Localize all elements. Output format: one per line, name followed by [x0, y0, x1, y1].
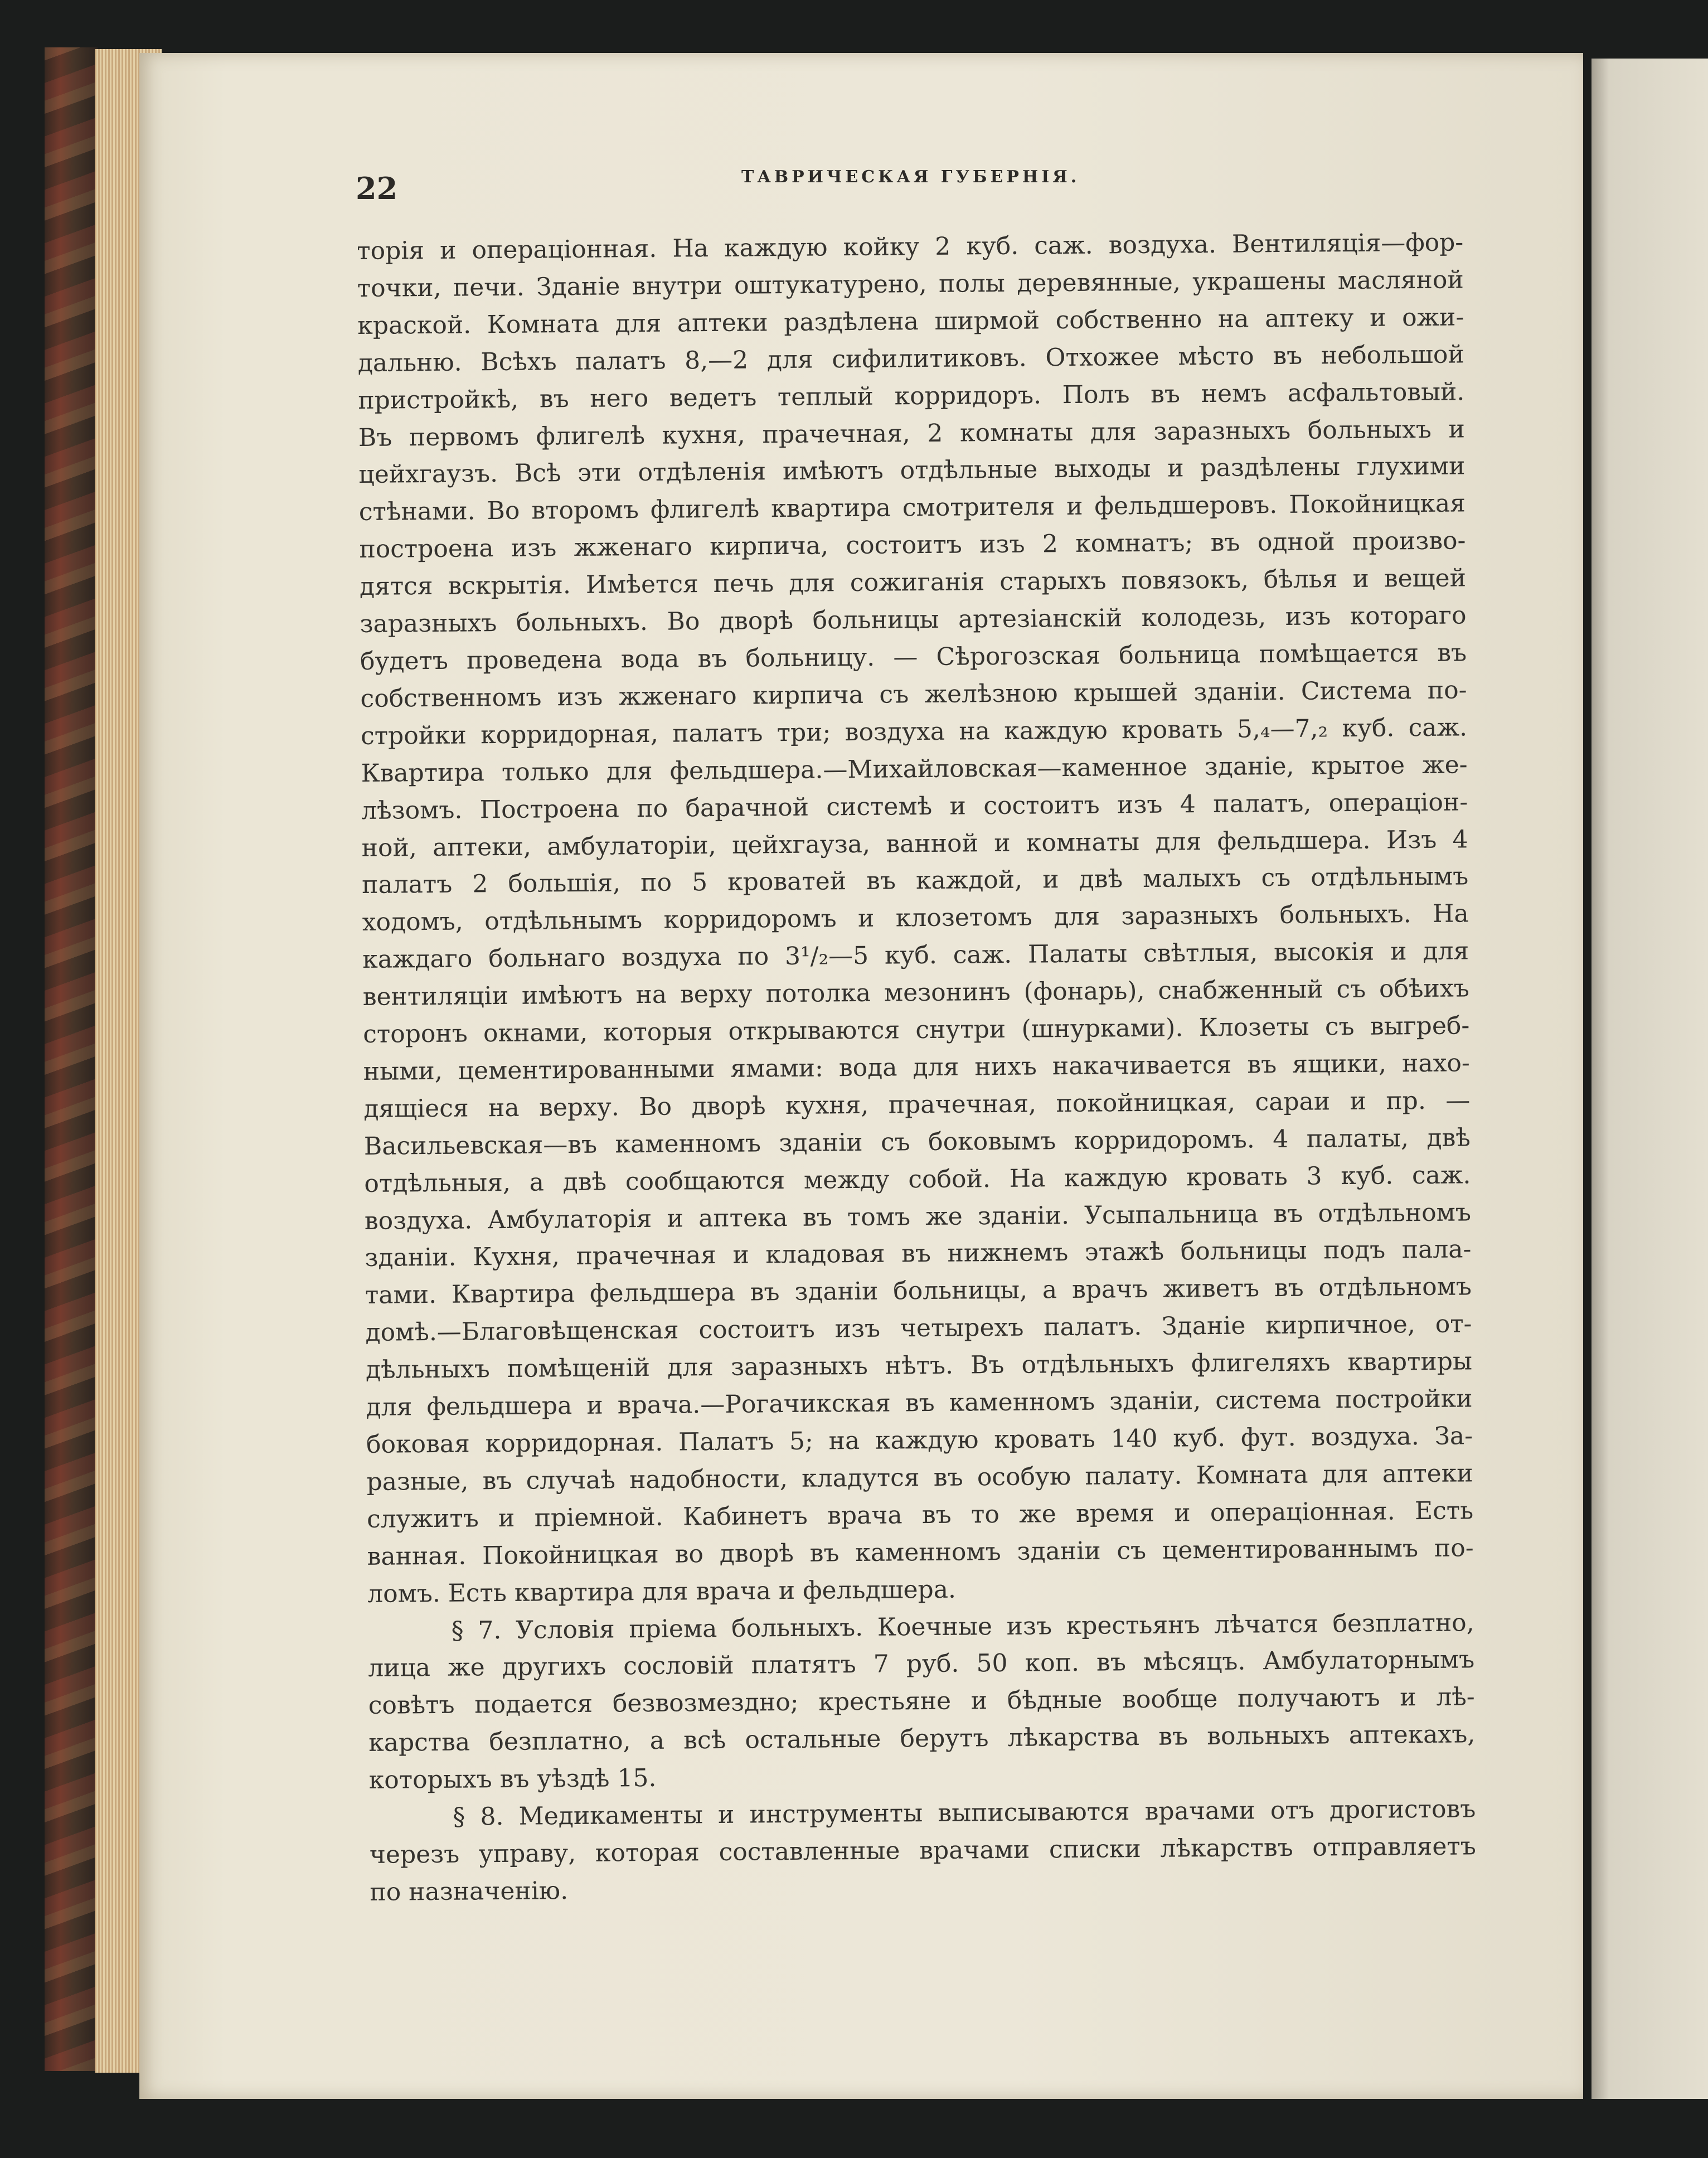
paragraph-3 [369, 1791, 1477, 1911]
body-text [357, 224, 1477, 1911]
text-line: дѣльныхъ помѣщеній для заразныхъ нѣтъ. Въ отдѣльныхъ флигеляхъ квартиры [365, 1347, 1473, 1385]
text-line: Васильевская—въ каменномъ зданіи съ боковымъ корридоромъ. 4 палаты, двѣ [363, 1123, 1471, 1161]
text-line: ломъ. Есть квартира для врача и фельдшера. [367, 1575, 957, 1608]
paragraph-1 [357, 224, 1474, 1613]
text-line: для фельдшера и врача.—Рогачикская въ каменномъ зданіи, система постройки [366, 1384, 1473, 1422]
text-line: ванная. Покойницкая во дворѣ въ каменномъ зданіи съ цементированнымъ по- [367, 1534, 1474, 1571]
text-line: палатъ 2 большія, по 5 кроватей въ каждой, и двѣ малыхъ съ отдѣльнымъ [361, 862, 1469, 900]
text-line: ной, аптеки, амбулаторіи, цейхгауза, ванной и комнаты для фельдшера. Изъ 4 [361, 825, 1468, 862]
text-line: вентиляціи имѣютъ на верху потолка мезонинъ (фонарь), снабженный съ обѣихъ [362, 974, 1469, 1012]
text-line: карства безплатно, а всѣ остальные берутъ лѣкарства въ вольныхъ аптекахъ, [368, 1720, 1476, 1758]
text-line: тами. Квартира фельдшера въ зданіи больницы, а врачъ живетъ въ отдѣльномъ [365, 1272, 1472, 1310]
text-line: зданіи. Кухня, прачечная и кладовая въ нижнемъ этажѣ больницы подъ пала- [365, 1235, 1472, 1273]
text-line: разные, въ случаѣ надобности, кладутся въ особую палату. Комната для аптеки [366, 1459, 1473, 1496]
text-line: дятся вскрытія. Имѣется печь для сожиганія старыхъ повязокъ, бѣлья и вещей [359, 564, 1467, 602]
text-line: каждаго больнаго воздуха по 3¹/₂—5 куб. саж. Палаты свѣтлыя, высокія и для [362, 937, 1469, 974]
text-line: § 8. Медикаменты и инструменты выписываются врачами отъ дрогистовъ [453, 1795, 1476, 1831]
text-line: Въ первомъ флигелѣ кухня, прачечная, 2 комнаты для заразныхъ больныхъ и [358, 414, 1466, 452]
text-line: точки, печи. Зданіе внутри оштукатурено, полы деревянные, украшены масляной [357, 265, 1464, 303]
text-line: черезъ управу, которая составленные врачами списки лѣкарствъ отправляетъ [369, 1832, 1476, 1869]
text-line: ходомъ, отдѣльнымъ корридоромъ и клозетомъ для заразныхъ больныхъ. На [362, 899, 1469, 937]
text-line: заразныхъ больныхъ. Во дворѣ больницы артезіанскій колодезь, изъ котораго [360, 601, 1467, 639]
text-line: построена изъ жженаго кирпича, состоитъ изъ 2 комнатъ; въ одной произво- [359, 526, 1466, 564]
running-head: ТАВРИЧЕСКАЯ ГУБЕРНІЯ. [741, 167, 1080, 187]
text-line: стѣнами. Во второмъ флигелѣ квартира смотрителя и фельдшеровъ. Покойницкая [358, 489, 1466, 527]
text-line: совѣтъ подается безвозмездно; крестьяне и бѣдные вообще получаютъ и лѣ- [368, 1682, 1475, 1720]
text-line: боковая корридорная. Палатъ 5; на каждую кровать 140 куб. фут. воздуха. За- [366, 1422, 1473, 1459]
paragraph-2 [367, 1604, 1476, 1800]
text-line: домѣ.—Благовѣщенская состоитъ изъ четырехъ палатъ. Зданіе кирпичное, от- [365, 1310, 1472, 1347]
book-binding [45, 47, 98, 2071]
text-line: лѣзомъ. Построена по барачной системѣ и состоитъ изъ 4 палатъ, операціон- [361, 787, 1468, 825]
text-line: отдѣльныя, а двѣ сообщаются между собой. На каждую кровать 3 куб. саж. [364, 1161, 1471, 1198]
text-line: дящіеся на верху. Во дворѣ кухня, прачечная, покойницкая, сараи и пр. — [363, 1086, 1471, 1123]
text-line: которыхъ въ уѣздѣ 15. [368, 1764, 657, 1795]
text-line: лица же другихъ сословій платятъ 7 руб. 50 коп. въ мѣсяцъ. Амбулаторнымъ [368, 1645, 1475, 1683]
page-number: 22 [356, 171, 398, 206]
text-line: пристройкѣ, въ него ведетъ теплый корридоръ. Полъ въ немъ асфальтовый. [358, 377, 1465, 415]
text-line: ными, цементированными ямами: вода для нихъ накачивается въ ящики, нахо- [363, 1049, 1470, 1086]
text-line: собственномъ изъ жженаго кирпича съ желѣзною крышей зданіи. Система по- [360, 676, 1467, 713]
text-line: служитъ и пріемной. Кабинетъ врача въ то же время и операціонная. Есть [366, 1496, 1474, 1534]
text-line: краской. Комната для аптеки раздѣлена ширмой собственно на аптеку и ожи- [357, 303, 1464, 340]
text-line: будетъ проведена вода въ больницу. — Сѣрогозская больница помѣщается въ [360, 638, 1467, 676]
text-line: торія и операціонная. На каждую койку 2 куб. саж. воздуха. Вентиляція—фор- [357, 228, 1464, 265]
text-line: по назначенію. [370, 1876, 569, 1907]
text-line: стройки корридорная, палатъ три; воздуха на каждую кровать 5,₄—7,₂ куб. саж. [360, 713, 1468, 750]
text-line: воздуха. Амбулаторія и аптека въ томъ же зданіи. Усыпальница въ отдѣльномъ [364, 1197, 1472, 1235]
text-line: Квартира только для фельдшера.—Михайловская—каменное зданіе, крытое же- [361, 750, 1468, 788]
text-line: сторонъ окнами, которыя открываются снутри (шнурками). Клозеты съ выгреб- [363, 1011, 1470, 1049]
facing-page-edge [1591, 59, 1708, 2099]
text-line: дальню. Всѣхъ палатъ 8,—2 для сифилитиковъ. Отхожее мѣсто въ небольшой [357, 340, 1464, 377]
text-line: § 7. Условія пріема больныхъ. Коечные изъ крестьянъ лѣчатся безплатно, [451, 1608, 1474, 1645]
text-line: цейхгаузъ. Всѣ эти отдѣленія имѣютъ отдѣльные выходы и раздѣлены глухими [358, 452, 1466, 489]
